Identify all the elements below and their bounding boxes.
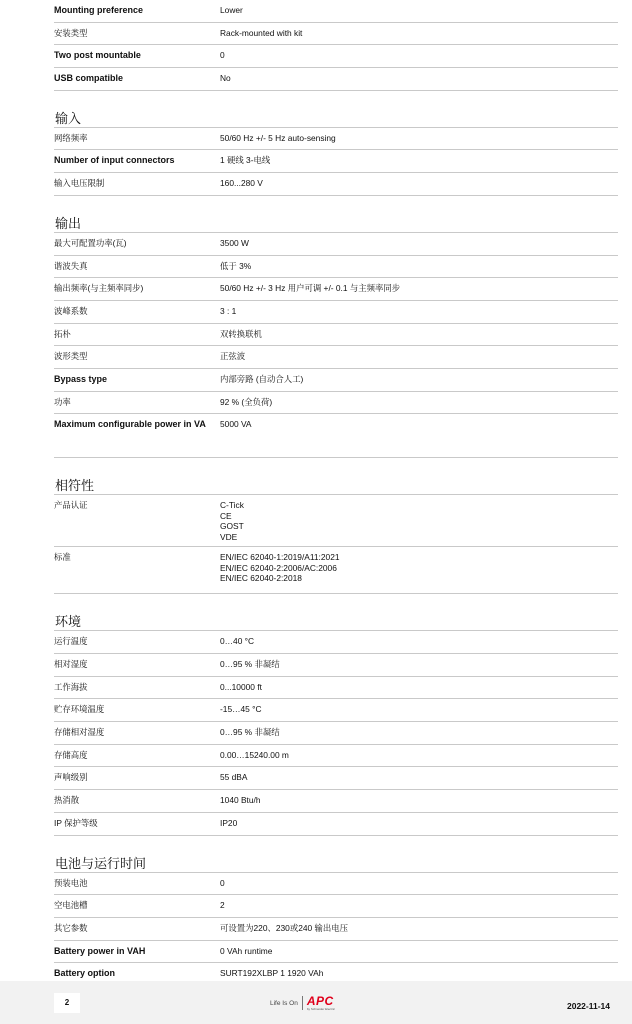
spec-row — [54, 873, 618, 896]
spec-value: 55 dBA — [220, 772, 248, 783]
brand-logo — [270, 993, 335, 1013]
section-title-output: 输出 — [54, 214, 618, 233]
apc-logo — [306, 993, 336, 1011]
cert-item: CE — [220, 510, 232, 521]
standard-item: EN/IEC 62040-2:2018 — [220, 573, 302, 584]
spec-value: 0...10000 ft — [220, 681, 262, 692]
spec-value: 0…95 % 非凝结 — [220, 727, 280, 738]
spec-label: Two post mountable — [54, 50, 141, 61]
spec-label: 最大可配置功率(瓦) — [54, 237, 127, 248]
spec-value-list — [220, 500, 618, 542]
spec-label: 相对湿度 — [54, 659, 88, 669]
spec-label: 其它参数 — [54, 922, 88, 933]
apc-logo-mark: APC — [306, 993, 334, 1008]
spec-label: 波形类型 — [54, 351, 88, 362]
spec-label: 输入电压限制 — [54, 178, 105, 189]
spec-value: IP20 — [220, 817, 238, 828]
spec-value: 2 — [220, 900, 225, 911]
spec-label: Battery option — [54, 968, 116, 979]
spec-label: 声响级别 — [54, 772, 88, 783]
spec-row — [54, 23, 618, 46]
spec-label: Battery power in VAH — [54, 945, 146, 956]
cert-item: VDE — [220, 531, 238, 542]
cert-item: C-Tick — [220, 500, 244, 511]
spec-row — [54, 767, 618, 790]
apc-logo-sub: by Schneider Electric — [306, 1006, 336, 1011]
spec-row — [54, 369, 618, 392]
spec-value: 0…95 % 非凝结 — [220, 659, 280, 669]
spec-value: 50/60 Hz +/- 3 Hz 用户可调 +/- 0.1 与主频率同步 — [220, 283, 401, 294]
spec-label: 存储相对湿度 — [54, 727, 105, 738]
spec-value: 0 — [220, 877, 225, 888]
spec-label: 拓朴 — [54, 328, 71, 339]
spec-label: 安装类型 — [54, 27, 88, 38]
spec-row — [54, 813, 618, 836]
section-title-input: 输入 — [54, 109, 618, 128]
spec-row — [54, 654, 618, 677]
spec-row — [54, 745, 618, 768]
spec-label: Maximum configurable power in VA — [54, 419, 206, 430]
spec-value: 0.00…15240.00 m — [220, 749, 289, 760]
spec-row — [54, 547, 618, 594]
spec-row — [54, 324, 618, 347]
spec-row — [54, 790, 618, 813]
spec-value: 92 % (全负荷) — [220, 396, 273, 407]
spec-label: 空电池槽 — [54, 900, 88, 911]
spec-row — [54, 495, 618, 547]
spec-value: 5000 VA — [220, 419, 252, 430]
spec-label: 谐波失真 — [54, 260, 88, 271]
spec-label: Bypass type — [54, 373, 108, 384]
spec-value: 0…40 °C — [220, 636, 255, 647]
spec-row — [54, 631, 618, 654]
spec-label: 功率 — [54, 396, 71, 407]
spec-value: 正弦波 — [220, 351, 246, 362]
spec-row — [54, 301, 618, 324]
spec-row — [54, 699, 618, 722]
spec-value: 1 硬线 3-电线 — [220, 155, 271, 166]
spec-row — [54, 150, 618, 173]
spec-value: 低于 3% — [220, 260, 252, 271]
spec-label: 工作海拔 — [54, 681, 88, 692]
spec-value: 内部旁路 (自动合人工) — [220, 373, 304, 384]
spec-value: 1040 Btu/h — [220, 795, 261, 806]
document-date: 2022-11-14 — [566, 1001, 610, 1011]
spec-row — [54, 722, 618, 745]
spec-value: Lower — [220, 5, 243, 15]
spec-label: IP 保护等级 — [54, 817, 98, 828]
spec-row — [54, 918, 618, 941]
logo-tagline: Life Is On — [270, 999, 298, 1007]
spec-row — [54, 128, 618, 151]
section-title-compat: 相符性 — [54, 476, 618, 495]
spec-row — [54, 233, 618, 256]
spec-row — [54, 677, 618, 700]
spec-row — [54, 414, 618, 458]
spec-row — [54, 45, 618, 68]
spec-label: 标准 — [54, 552, 71, 563]
spec-label: 热消散 — [54, 795, 80, 806]
logo-divider — [302, 996, 303, 1010]
spec-table — [54, 0, 618, 986]
spec-value: 160...280 V — [220, 178, 263, 189]
standard-item: EN/IEC 62040-2:2006/AC:2006 — [220, 562, 337, 573]
spec-value: 3 : 1 — [220, 305, 237, 316]
spec-row — [54, 392, 618, 415]
spec-row — [54, 895, 618, 918]
spec-label: 存储高度 — [54, 749, 88, 760]
spec-value: 50/60 Hz +/- 5 Hz auto-sensing — [220, 132, 336, 143]
spec-label: USB compatible — [54, 73, 124, 84]
spec-label: Mounting preference — [54, 5, 144, 15]
standard-item: EN/IEC 62040-1:2019/A11:2021 — [220, 552, 340, 563]
spec-label: 波峰系数 — [54, 305, 88, 316]
spec-label: 运行温度 — [54, 636, 88, 647]
spec-value: 可设置为220、230或240 输出电压 — [220, 922, 348, 933]
cert-item: GOST — [220, 521, 244, 532]
spec-value-list — [220, 552, 618, 583]
spec-value: SURT192XLBP 1 1920 VAh — [220, 968, 324, 979]
spec-row — [54, 173, 618, 196]
spec-label: 贮存环境温度 — [54, 704, 105, 715]
section-title-battery: 电池与运行时间 — [54, 854, 618, 873]
spec-value: No — [220, 73, 231, 84]
spec-row — [54, 0, 618, 23]
spec-value: 0 VAh runtime — [220, 945, 273, 956]
spec-value: -15…45 °C — [220, 704, 262, 715]
spec-value: 3500 W — [220, 237, 249, 248]
spec-row — [54, 278, 618, 301]
spec-row — [54, 256, 618, 279]
spec-row — [54, 941, 618, 964]
spec-label: 网络频率 — [54, 132, 88, 143]
spec-row — [54, 346, 618, 369]
section-title-env: 环境 — [54, 612, 618, 631]
page-footer — [0, 981, 632, 1024]
spec-value: 双转换联机 — [220, 328, 262, 339]
spec-label: 预装电池 — [54, 877, 88, 888]
spec-label: Number of input connectors — [54, 155, 175, 166]
spec-row — [54, 68, 618, 91]
spec-label: 产品认证 — [54, 500, 88, 511]
spec-value: Rack-mounted with kit — [220, 27, 303, 38]
spec-value: 0 — [220, 50, 225, 61]
spec-label: 输出频率(与主频率同步) — [54, 283, 144, 294]
page-number: 2 — [54, 993, 80, 1013]
